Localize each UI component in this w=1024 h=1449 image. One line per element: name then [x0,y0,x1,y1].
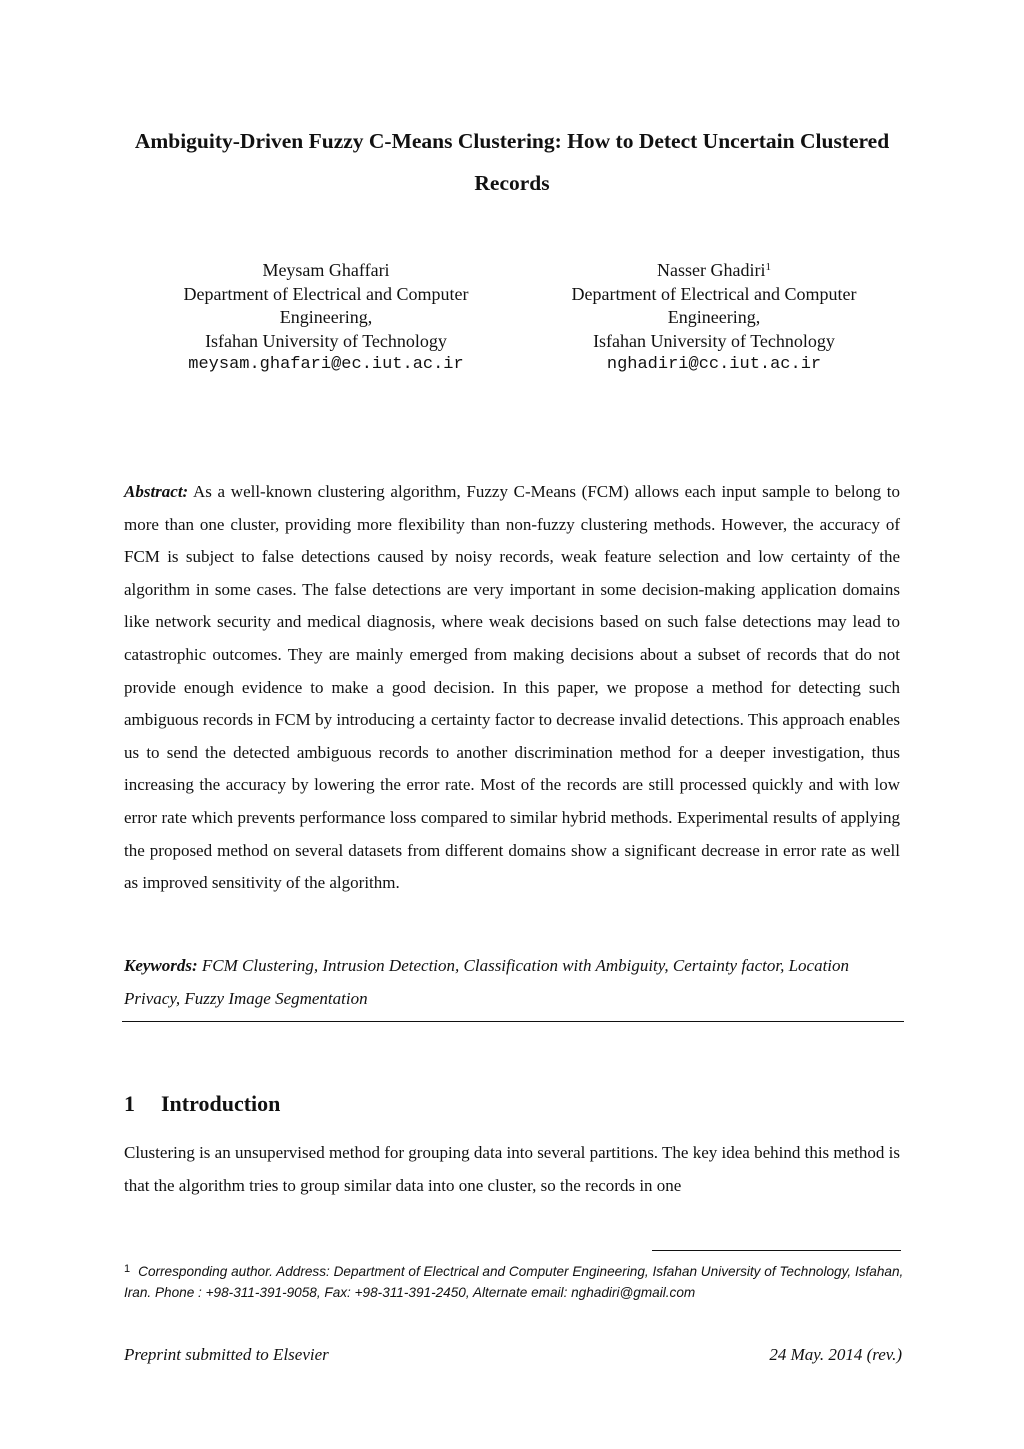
author-name: Meysam Ghaffari [262,260,390,280]
author-university: Isfahan University of Technology [593,330,835,351]
keywords-label: Keywords: [124,956,198,975]
footer-preprint: Preprint submitted to Elsevier [124,1345,329,1364]
author-department-cont: Engineering, [279,307,373,327]
section-heading [124,1088,280,1120]
footnote [124,1261,904,1303]
author-email[interactable]: meysam.ghafari@ec.iut.ac.ir [188,355,464,374]
footnote-mark: 1 [124,1263,131,1275]
section-body: Clustering is an unsupervised method for grouping data into several partitions. The key idea behind this method is that the algorithm tries to group similar data into one cluster, so the records in one [124,1143,900,1195]
abstract-label: Abstract: [124,482,189,501]
author-university: Isfahan University of Technology [205,330,447,351]
footnote-marker[interactable]: 1 [765,261,771,273]
author-department-cont: Engineering, [667,307,761,327]
paper-title: Ambiguity-Driven Fuzzy C-Means Clustering: How to Detect Uncertain Clustered Records [134,129,890,195]
abstract [124,476,900,900]
footnote-divider [652,1250,901,1251]
abstract-divider [122,1021,904,1022]
footnote-text: Corresponding author. Address: Department of Electrical and Computer Engineering, Isfahan University of Technology, Isfahan, Iran. Phone : +98-311-391-9058, Fax: +98-311-391-2450, Alternate email: nghadiri@gmail.com [124,1264,904,1300]
abstract-text: As a well-known clustering algorithm, Fuzzy C-Means (FCM) allows each input sample to belong to more than one cluster, providing more flexibility than non-fuzzy clustering methods. However, the accuracy of FCM is subject to false detections caused by noisy records, weak feature selection and low certainty of the algorithm in some cases. The false detections are very important in some decision-making application domains like network security and medical diagnosis, where weak decisions based on such false detections may lead to catastrophic outcomes. They are mainly emerged from making decisions about a subset of records that do not provide enough evidence to make a good decision. In this paper, we propose a method for detecting such ambiguous records in FCM by introducing a certainty factor to decrease invalid detections. This approach enables us to send the detected ambiguous records to another discrimination method for a deeper investigation, thus increasing the accuracy by lowering the error rate. Most of the records are still processed quickly and with low error rate which prevents performance loss compared to similar hybrid methods. Experimental results of applying the proposed method on several datasets from different domains show a significant decrease in error rate as well as improved sensitivity of the algorithm. [124,482,901,893]
keywords-text: FCM Clustering, Intrusion Detection, Classification with Ambiguity, Certainty factor, Location Privacy, Fuzzy Image Segmentation [124,956,850,1008]
author-department: Department of Electrical and Computer [571,283,857,304]
author-name-line [534,259,894,283]
footer-date: 24 May. 2014 (rev.) [769,1345,902,1364]
section-number: 1 [124,1091,135,1116]
author-block-2 [534,259,894,377]
author-name: Nasser Ghadiri [657,260,766,280]
author-department: Department of Electrical and Computer [183,283,469,304]
section-title: Introduction [161,1091,281,1116]
keywords [124,950,900,1015]
author-email[interactable]: nghadiri@cc.iut.ac.ir [606,355,822,374]
author-block-1 [146,259,506,377]
